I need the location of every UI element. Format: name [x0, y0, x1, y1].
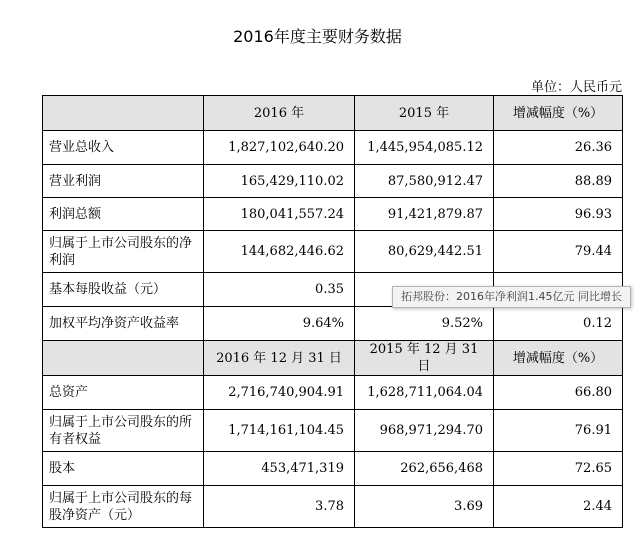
- table-row: [43, 486, 623, 528]
- value-change: 76.91: [494, 410, 623, 452]
- value-2015: 87,580,912.47: [355, 165, 494, 198]
- table-row: [43, 165, 623, 198]
- header-row-year-end: [43, 341, 623, 376]
- row-label: 归属于上市公司股东的所有者权益: [43, 410, 204, 452]
- value-change: 96.93: [494, 198, 623, 231]
- value-2016: 180,041,557.24: [204, 198, 355, 231]
- table-row: [43, 198, 623, 231]
- value-2016: 453,471,319: [204, 452, 355, 486]
- image-caption-tooltip: 拓邦股份：2016年净利润1.45亿元 同比增长: [392, 286, 631, 308]
- value-change: 79.44: [494, 231, 623, 273]
- row-label: 营业总收入: [43, 131, 204, 165]
- value-change: 0.12: [494, 307, 623, 341]
- value-2016: 144,682,446.62: [204, 231, 355, 273]
- table-row: [43, 452, 623, 486]
- value-2016: 2,716,740,904.91: [204, 376, 355, 410]
- header-cell-2016-12-31: 2016 年 12 月 31 日: [204, 341, 355, 376]
- table-row: [43, 131, 623, 165]
- value-change: 72.65: [494, 452, 623, 486]
- header-cell-2015: 2015 年: [355, 96, 494, 131]
- financial-table: [42, 95, 623, 528]
- value-2015: 1,445,954,085.12: [355, 131, 494, 165]
- table-row: [43, 376, 623, 410]
- value-change: 2.44: [494, 486, 623, 528]
- row-label: 营业利润: [43, 165, 204, 198]
- row-label: 归属于上市公司股东的净利润: [43, 231, 204, 273]
- value-2015: 91,421,879.87: [355, 198, 494, 231]
- row-label: 总资产: [43, 376, 204, 410]
- value-2015: 3.69: [355, 486, 494, 528]
- value-2016: 3.78: [204, 486, 355, 528]
- value-2015: 9.52%: [355, 307, 494, 341]
- row-label: 基本每股收益（元）: [43, 273, 204, 307]
- page-title: 2016年度主要财务数据: [233, 27, 402, 46]
- value-2016: 0.35: [204, 273, 355, 307]
- header-cell-change: 增减幅度（%）: [494, 96, 623, 131]
- value-change: 66.80: [494, 376, 623, 410]
- header-cell-2015-12-31: 2015 年 12 月 31 日: [355, 341, 494, 376]
- row-label: 利润总额: [43, 198, 204, 231]
- table-row: [43, 231, 623, 273]
- value-2016: 9.64%: [204, 307, 355, 341]
- row-label: 加权平均净资产收益率: [43, 307, 204, 341]
- value-2016: 1,827,102,640.20: [204, 131, 355, 165]
- value-2015: 80,629,442.51: [355, 231, 494, 273]
- header-cell-blank: [43, 96, 204, 131]
- value-2015: 262,656,468: [355, 452, 494, 486]
- header-cell-blank: [43, 341, 204, 376]
- value-2015: 968,971,294.70: [355, 410, 494, 452]
- header-row-annual: [43, 96, 623, 131]
- table-row: [43, 410, 623, 452]
- header-cell-change: 增减幅度（%）: [494, 341, 623, 376]
- row-label: 股本: [43, 452, 204, 486]
- table-row: [43, 307, 623, 341]
- header-cell-2016: 2016 年: [204, 96, 355, 131]
- value-2016: 165,429,110.02: [204, 165, 355, 198]
- value-2016: 1,714,161,104.45: [204, 410, 355, 452]
- row-label: 归属于上市公司股东的每股净资产（元）: [43, 486, 204, 528]
- value-change: 88.89: [494, 165, 623, 198]
- unit-label: 单位：人民币元: [530, 80, 622, 95]
- value-change: 26.36: [494, 131, 623, 165]
- value-2015: 1,628,711,064.04: [355, 376, 494, 410]
